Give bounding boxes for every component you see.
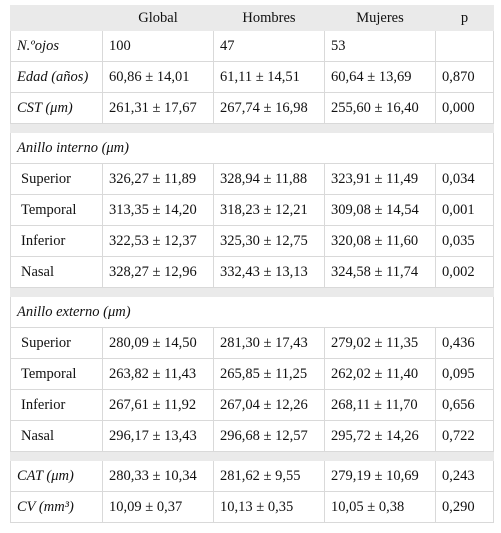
cell-hombres: 267,74 ± 16,98	[214, 93, 325, 124]
table-row	[11, 31, 494, 62]
header-cell-p: p	[436, 6, 494, 31]
section-header-row	[11, 133, 494, 164]
cell-global: 280,33 ± 10,34	[103, 461, 214, 492]
cell-hombres: 281,62 ± 9,55	[214, 461, 325, 492]
section-title-anillo-interno: Anillo interno (μm)	[11, 133, 494, 164]
cell-global: 261,31 ± 17,67	[103, 93, 214, 124]
row-label-nasal: Nasal	[11, 421, 103, 452]
row-label-superior: Superior	[11, 164, 103, 195]
data-table	[10, 5, 494, 523]
cell-p: 0,035	[436, 226, 494, 257]
cell-global: 267,61 ± 11,92	[103, 390, 214, 421]
table-row	[11, 164, 494, 195]
cell-hombres: 296,68 ± 12,57	[214, 421, 325, 452]
row-label-inferior: Inferior	[11, 226, 103, 257]
table-row	[11, 93, 494, 124]
cell-global: 313,35 ± 14,20	[103, 195, 214, 226]
cell-global: 328,27 ± 12,96	[103, 257, 214, 288]
cell-global: 280,09 ± 14,50	[103, 328, 214, 359]
row-label-n-ojos: N.ºojos	[11, 31, 103, 62]
cell-p: 0,436	[436, 328, 494, 359]
cell-mujeres: 268,11 ± 11,70	[325, 390, 436, 421]
table-row	[11, 328, 494, 359]
spacer-row	[11, 452, 494, 461]
table-row	[11, 257, 494, 288]
table-row	[11, 195, 494, 226]
cell-p: 0,034	[436, 164, 494, 195]
cell-mujeres: 295,72 ± 14,26	[325, 421, 436, 452]
cell-mujeres: 309,08 ± 14,54	[325, 195, 436, 226]
cell-mujeres: 255,60 ± 16,40	[325, 93, 436, 124]
section-title-anillo-externo: Anillo externo (μm)	[11, 297, 494, 328]
cell-hombres: 325,30 ± 12,75	[214, 226, 325, 257]
cell-hombres: 267,04 ± 12,26	[214, 390, 325, 421]
row-label-temporal: Temporal	[11, 359, 103, 390]
table-row	[11, 461, 494, 492]
section-header-row	[11, 297, 494, 328]
cell-p: 0,722	[436, 421, 494, 452]
table-row	[11, 492, 494, 523]
cell-mujeres: 53	[325, 31, 436, 62]
header-cell-hombres: Hombres	[214, 6, 325, 31]
cell-mujeres: 324,58 ± 11,74	[325, 257, 436, 288]
row-label-superior: Superior	[11, 328, 103, 359]
cell-global: 263,82 ± 11,43	[103, 359, 214, 390]
table-row	[11, 62, 494, 93]
cell-hombres: 265,85 ± 11,25	[214, 359, 325, 390]
cell-mujeres: 60,64 ± 13,69	[325, 62, 436, 93]
header-cell-global: Global	[103, 6, 214, 31]
cell-mujeres: 323,91 ± 11,49	[325, 164, 436, 195]
cell-global: 60,86 ± 14,01	[103, 62, 214, 93]
cell-p: 0,001	[436, 195, 494, 226]
spacer-row	[11, 288, 494, 297]
cell-hombres: 61,11 ± 14,51	[214, 62, 325, 93]
cell-p	[436, 31, 494, 62]
row-label-temporal: Temporal	[11, 195, 103, 226]
cell-mujeres: 279,02 ± 11,35	[325, 328, 436, 359]
cell-p: 0,243	[436, 461, 494, 492]
cell-hombres: 332,43 ± 13,13	[214, 257, 325, 288]
cell-global: 326,27 ± 11,89	[103, 164, 214, 195]
table-container	[10, 5, 493, 523]
cell-hombres: 47	[214, 31, 325, 62]
table-row	[11, 421, 494, 452]
cell-global: 10,09 ± 0,37	[103, 492, 214, 523]
cell-hombres: 281,30 ± 17,43	[214, 328, 325, 359]
table-row	[11, 390, 494, 421]
table-row	[11, 359, 494, 390]
header-cell-empty	[11, 6, 103, 31]
table-row	[11, 226, 494, 257]
spacer-row	[11, 124, 494, 133]
cell-p: 0,290	[436, 492, 494, 523]
cell-p: 0,870	[436, 62, 494, 93]
cell-hombres: 318,23 ± 12,21	[214, 195, 325, 226]
cell-p: 0,000	[436, 93, 494, 124]
cell-mujeres: 10,05 ± 0,38	[325, 492, 436, 523]
cell-mujeres: 279,19 ± 10,69	[325, 461, 436, 492]
row-label-cv: CV (mm³)	[11, 492, 103, 523]
cell-hombres: 10,13 ± 0,35	[214, 492, 325, 523]
row-label-nasal: Nasal	[11, 257, 103, 288]
cell-global: 100	[103, 31, 214, 62]
row-label-cat: CAT (μm)	[11, 461, 103, 492]
cell-p: 0,002	[436, 257, 494, 288]
row-label-inferior: Inferior	[11, 390, 103, 421]
cell-global: 296,17 ± 13,43	[103, 421, 214, 452]
cell-hombres: 328,94 ± 11,88	[214, 164, 325, 195]
row-label-cst: CST (μm)	[11, 93, 103, 124]
row-label-edad: Edad (años)	[11, 62, 103, 93]
cell-global: 322,53 ± 12,37	[103, 226, 214, 257]
header-cell-mujeres: Mujeres	[325, 6, 436, 31]
cell-p: 0,095	[436, 359, 494, 390]
cell-p: 0,656	[436, 390, 494, 421]
header-row	[11, 6, 494, 31]
cell-mujeres: 262,02 ± 11,40	[325, 359, 436, 390]
cell-mujeres: 320,08 ± 11,60	[325, 226, 436, 257]
